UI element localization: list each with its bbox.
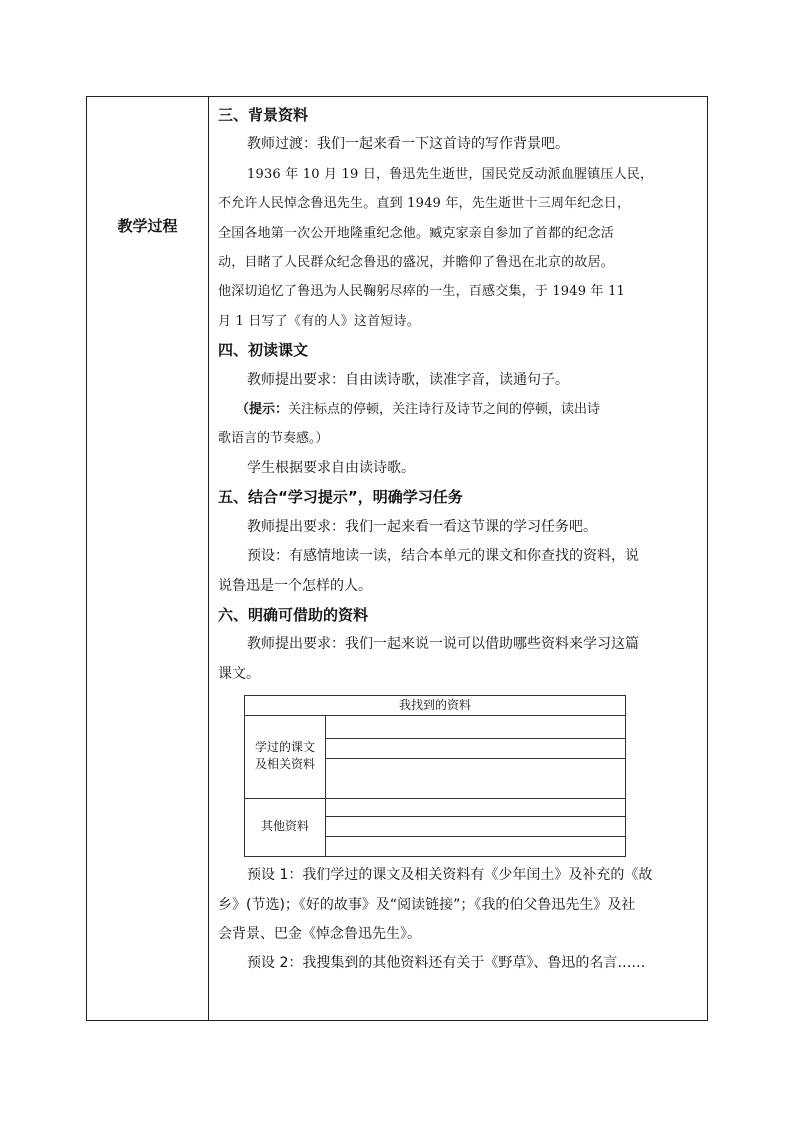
preset-line: 乡》(节选)；《好的故事》及“阅读链接”；《我的伯父鲁迅先生》及社 xyxy=(218,896,636,913)
tip-text: 关注标点的停顿，关注诗行及诗节之间的停顿，读出诗 xyxy=(288,402,601,418)
column-divider xyxy=(208,97,209,1020)
teacher-requirement: 教师提出要求：我们一起来看一看这节课的学习任务吧。 xyxy=(247,518,597,535)
preset-line: 预设：有感情地读一读，结合本单元的课文和你查找的资料，说 xyxy=(247,548,639,565)
row-label: 教学过程 xyxy=(117,217,178,235)
content-cell xyxy=(218,101,698,979)
student-activity: 学生根据要求自由读诗歌。 xyxy=(247,459,415,476)
table-line xyxy=(325,758,625,759)
table-line xyxy=(245,798,625,799)
resources-table-title: 我找到的资料 xyxy=(245,696,625,716)
table-line xyxy=(325,738,625,739)
section-heading-resources: 六、明确可借助的资料 xyxy=(218,605,369,624)
preset-line: 预设 2：我搜集到的其他资料还有关于《野草》、鲁迅的名言…… xyxy=(247,955,646,972)
preset-line: 会背景、巴金《悼念鲁迅先生》。 xyxy=(218,925,421,942)
background-line: 全国各地第一次公开地隆重纪念他。臧克家亲自参加了首都的纪念活 xyxy=(218,225,615,241)
reading-tip-cont: 歌语言的节奏感。） xyxy=(218,431,329,447)
section-heading-first-reading: 四、初读课文 xyxy=(218,341,309,360)
tip-label: （提示： xyxy=(236,402,289,418)
preset-line: 说鲁迅是一个怎样的人。 xyxy=(218,577,372,594)
preset-line: 预设 1：我们学过的课文及相关资料有《少年闰土》及补充的《故 xyxy=(247,867,653,884)
reading-tip xyxy=(218,395,698,424)
lesson-table xyxy=(86,96,708,1021)
table-divider xyxy=(325,715,326,856)
section-heading-learning-tasks: 五、结合“学习提示”，明确学习任务 xyxy=(218,488,463,507)
table-line xyxy=(325,836,625,837)
background-line: 他深切追忆了鲁迅为人民鞠躬尽瘁的一生，百感交集，于 1949 年 11 xyxy=(218,284,626,300)
row-label-studied xyxy=(245,739,325,773)
teacher-transition: 教师过渡：我们一起来看一下这首诗的写作背景吧。 xyxy=(247,136,569,153)
table-line xyxy=(325,816,625,817)
teacher-requirement: 教师提出要求：自由读诗歌，读准字音，读通句子。 xyxy=(247,371,569,388)
background-line: 不允许人民悼念鲁迅先生。直到 1949 年，先生逝世十三周年纪念日， xyxy=(218,196,631,212)
row-label-line: 学过的课文 xyxy=(254,740,315,755)
teacher-requirement-cont: 课文。 xyxy=(218,665,260,682)
resources-table xyxy=(244,695,626,857)
section-heading-background: 三、背景资料 xyxy=(218,106,309,124)
row-label-other: 其他资料 xyxy=(260,819,309,834)
row-label-line: 及相关资料 xyxy=(254,757,315,772)
teacher-requirement: 教师提出要求：我们一起来说一说可以借助哪些资料来学习这篇 xyxy=(247,636,639,653)
background-line: 动，目睹了人民群众纪念鲁迅的盛况，并瞻仰了鲁迅在北京的故居。 xyxy=(218,255,615,271)
background-line: 1936 年 10 月 19 日，鲁迅先生逝世，国民党反动派血腥镇压人民， xyxy=(247,166,654,182)
background-line: 月 1 日写了《有的人》这首短诗。 xyxy=(218,313,420,329)
